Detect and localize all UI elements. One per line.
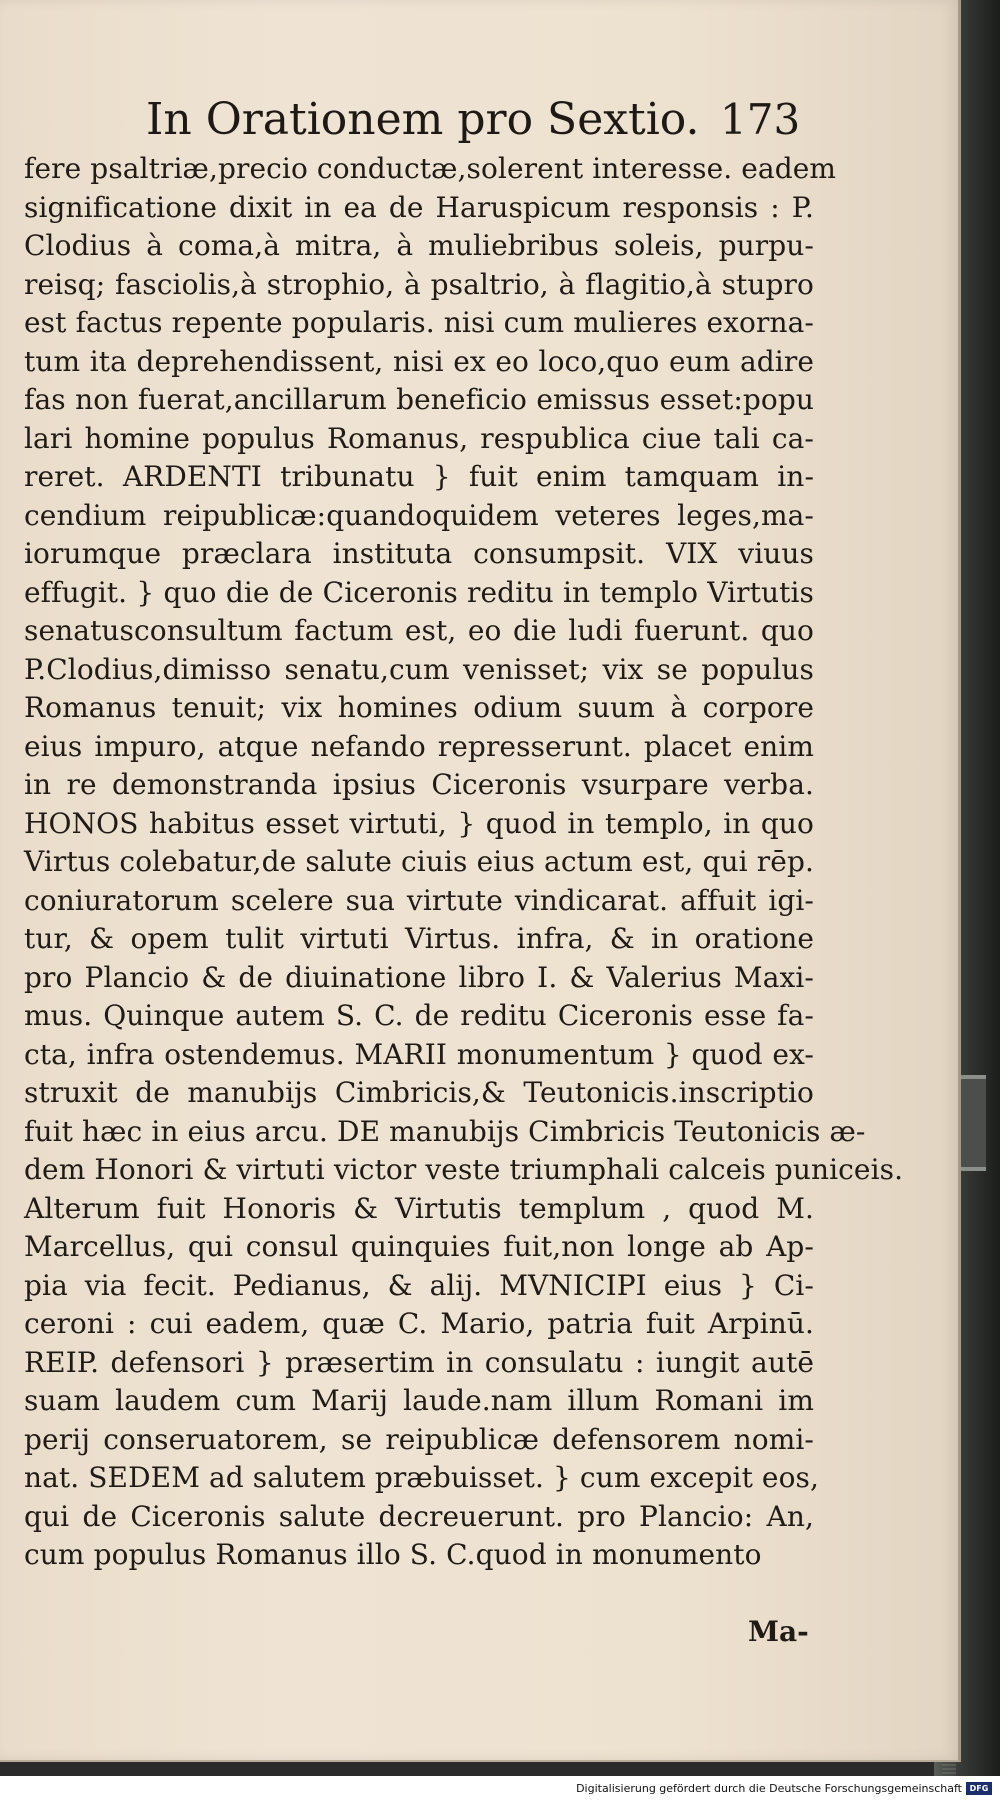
text-line: qui de Ciceronis salute decreuerunt. pro Plancio: An, [24,1499,814,1533]
text-line: REIP. defensori } præsertim in consulatu : iungit autē [24,1345,814,1379]
text-line: P.Clodius,dimisso senatu,cum venisset; vix se populus [24,652,814,686]
text-line: pia via fecit. Pedianus, & alij. MVNICIPI eius } Ci- [24,1268,814,1302]
text-line: eius impuro, atque nefando represserunt. placet enim [24,729,814,763]
text-line: cta, infra ostendemus. MARII monumentum } quod ex- [24,1037,814,1071]
text-line: tum ita deprehendissent, nisi ex eo loco,quo eum adire [24,344,814,378]
catchword: Ma- [748,1615,809,1648]
text-line: Marcellus, qui consul quinquies fuit,non longe ab Ap- [24,1230,814,1263]
text-line: pro Plancio & de diuinatione libro I. & Valerius Maxi- [24,960,814,994]
text-line: in re demonstranda ipsius Ciceronis vsurpare verba. [24,768,814,801]
text-line: coniuratorum scelere sua virtute vindicarat. affuit igi- [24,883,814,917]
digitization-credit: Digitalisierung gefördert durch die Deutsche Forschungsgemeinschaft [576,1782,962,1795]
text-line: est factus repente popularis. nisi cum mulieres exorna- [24,306,814,339]
text-line: lari homine populus Romanus, respublica ciue tali ca- [24,421,814,455]
text-line: effugit. } quo die de Ciceronis reditu in templo Virtutis [24,575,814,609]
running-head: In Orationem pro Sextio. [146,94,700,145]
text-line: nat. SEDEM ad salutem præbuisset. } cum excepit eos, [24,1461,820,1494]
text-line: Alterum fuit Honoris & Virtutis templum , quod M. [24,1191,814,1225]
text-line: senatusconsultum factum est, eo die ludi fuerunt. quo [24,614,814,647]
text-line: cendium reipublicæ:quandoquidem veteres leges,ma- [24,498,814,532]
digitization-credit-bar [0,1776,1000,1803]
text-line: fas non fuerat,ancillarum beneficio emissus esset:popu [24,383,814,416]
text-line: tur, & opem tulit virtuti Virtus. infra, & in oratione [24,922,814,955]
page-number: 173 [720,95,801,144]
text-line: reret. ARDENTI tribunatu } fuit enim tamquam in- [24,460,814,493]
text-line: ceroni : cui eadem, quæ C. Mario, patria fuit Arpinū. [24,1307,814,1340]
text-line: reisq; fasciolis,à strophio, à psaltrio, à flagitio,à stupro [24,267,814,301]
text-line: fere psaltriæ,precio conductæ,solerent interesse. eadem [24,152,837,185]
text-line: dem Honori & virtuti victor veste triumphali calceis puniceis. [24,1153,904,1186]
text-line: HONOS habitus esset virtuti, } quod in templo, in quo [24,806,814,840]
text-line: perij conseruatorem, se reipublicæ defensorem nomi- [24,1422,814,1456]
text-line: fuit hæc in eius arcu. DE manubijs Cimbricis Teutonicis æ- [24,1114,866,1148]
text-line: iorumque præclara instituta consumpsit. VIX viuus [24,537,814,570]
text-line: Clodius à coma,à mitra, à muliebribus soleis, purpu- [24,229,814,262]
page-text-block [24,150,904,1575]
text-line: Romanus tenuit; vix homines odium suum à corpore [24,691,814,724]
text-line: cum populus Romanus illo S. C.quod in monumento [24,1538,762,1571]
text-line: suam laudem cum Marij laude.nam illum Romani im [24,1384,814,1417]
text-line: mus. Quinque autem S. C. de reditu Ciceronis esse fa- [24,999,814,1032]
text-line: struxit de manubijs Cimbricis,& Teutonicis.inscriptio [24,1076,814,1109]
dfg-logo: DFG [966,1782,992,1795]
text-line: Virtus colebatur,de salute ciuis eius actum est, qui rēp. [24,845,814,878]
text-line: significatione dixit in ea de Haruspicum responsis : P. [24,190,814,224]
